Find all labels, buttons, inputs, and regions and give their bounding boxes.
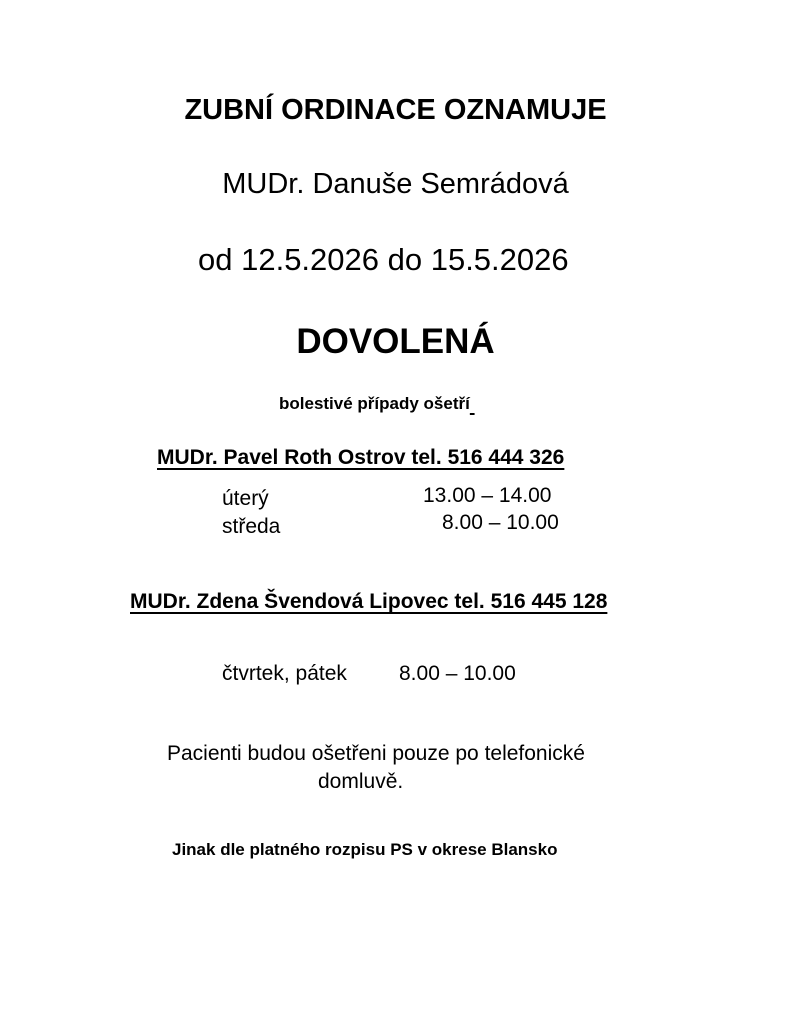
- announcement-heading: ZUBNÍ ORDINACE OZNAMUJE: [184, 94, 607, 126]
- substitute-2-days: čtvrtek, pátek: [222, 662, 347, 685]
- doctor-name: MUDr. Danuše Semrádová: [222, 168, 569, 200]
- substitute-1-time-wednesday: 8.00 – 10.00: [442, 511, 559, 534]
- emergency-intro-text: bolestivé případy ošetří: [279, 394, 470, 413]
- date-range: od 12.5.2026 do 15.5.2026: [198, 242, 569, 277]
- footer-note: Jinak dle platného rozpisu PS v okrese Blansko: [172, 840, 558, 859]
- emergency-intro-trailing: [470, 394, 475, 413]
- vacation-title: DOVOLENÁ: [296, 322, 495, 361]
- substitute-1-header: MUDr. Pavel Roth Ostrov tel. 516 444 326: [157, 446, 565, 469]
- substitute-1-time-tuesday: 13.00 – 14.00: [423, 484, 552, 507]
- substitute-1-day-tuesday: úterý: [222, 487, 269, 510]
- substitute-2-header: MUDr. Zdena Švendová Lipovec tel. 516 445 128: [130, 590, 608, 613]
- emergency-intro: [279, 394, 475, 414]
- phone-note-line-2: domluvě.: [318, 770, 404, 793]
- phone-note-line-1: Pacienti budou ošetřeni pouze po telefonické: [167, 742, 585, 765]
- substitute-2-time: 8.00 – 10.00: [399, 662, 516, 685]
- substitute-1-day-wednesday: středa: [222, 515, 281, 538]
